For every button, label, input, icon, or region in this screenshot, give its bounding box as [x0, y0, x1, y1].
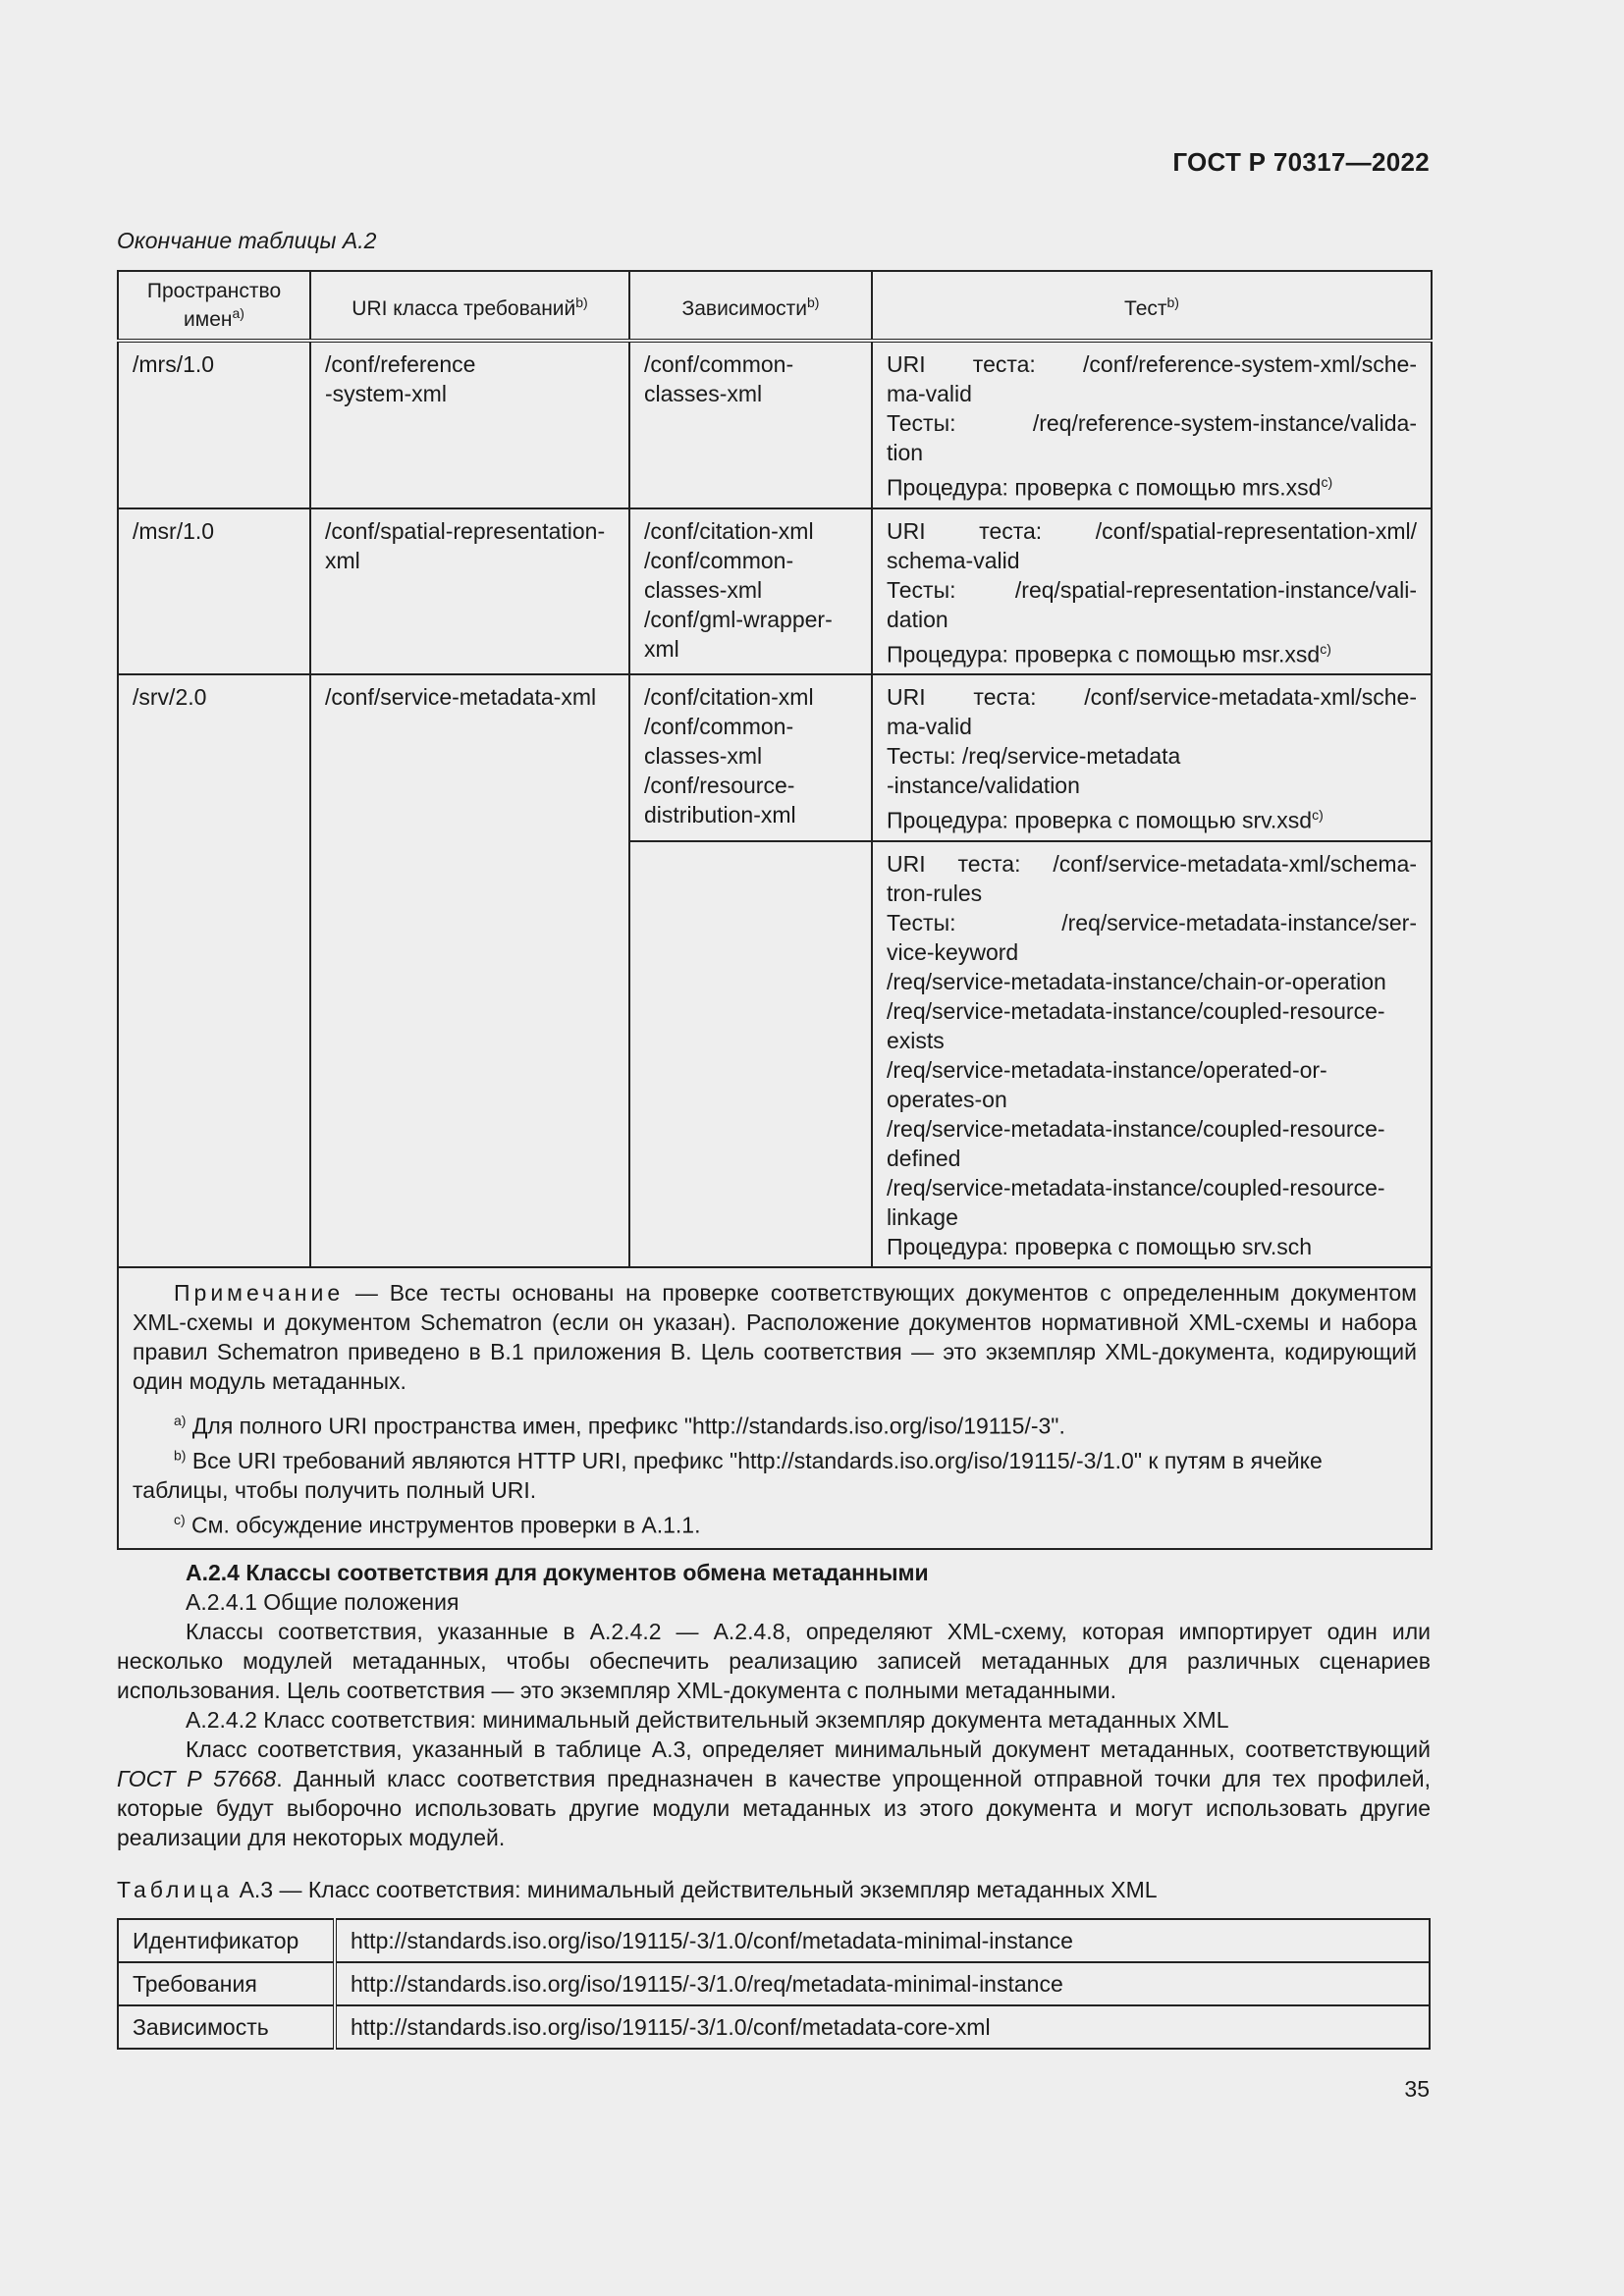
table-row — [118, 1962, 1430, 2005]
cell-test: URI теста: /conf/service-metadata-xml/sche- ma-valid Тесты: /req/service-metadata -instance/validation Процедура: проверка с помощью srv.xsd$^{c)}$ — [872, 674, 1432, 841]
header-namespace: Пространство имен$^{a)}$ — [118, 271, 310, 341]
table-note-row — [118, 1267, 1432, 1549]
table-row — [118, 2005, 1430, 2049]
cell-uri: /conf/spatial-representation- xml — [310, 508, 629, 675]
cell-dependencies: /conf/citation-xml /conf/common- classes-xml /conf/gml-wrapper- xml — [629, 508, 872, 675]
table-note — [118, 1267, 1432, 1549]
cell-dependencies-empty — [629, 841, 872, 1267]
table-row — [118, 508, 1432, 675]
cell-uri: /conf/service-metadata-xml — [310, 674, 629, 1267]
row-label: Требования — [118, 1962, 335, 2005]
table-row — [118, 341, 1432, 508]
page-header-standard: ГОСТ Р 70317—2022 — [1172, 147, 1430, 177]
footnote-b: $^{b)}$ Все URI требований являются HTTP URI, префикс "http://standards.iso.org/iso/19115/-3/1.0" к путям в ячейке таблицы, чтобы получить полный URI. — [133, 1447, 1323, 1504]
header-dependencies: Зависимости$^{b)}$ — [629, 271, 872, 341]
page-number: 35 — [1404, 2076, 1430, 2102]
footnote-a: $^{a)}$ Для полного URI пространства имен, префикс "http://standards.iso.org/iso/19115/-3". — [174, 1412, 1065, 1439]
header-test: Тест$^{b)}$ — [872, 271, 1432, 341]
row-value: http://standards.iso.org/iso/19115/-3/1.0/conf/metadata-minimal-instance — [335, 1919, 1430, 1962]
note-text: — Все тесты основаны на проверке соответствующих документов с определенным документом XML-схемы и документом Schematron (если он указан). Расположение документов нормативной XML-схемы и набора правил Schematron приведено в В.1 приложения В. Цель соответствия — это экземпляр XML-документа, кодирующий один модуль метаданных. — [133, 1279, 1417, 1394]
table-a2-caption: Окончание таблицы А.2 — [117, 228, 377, 253]
cell-namespace: /srv/2.0 — [118, 674, 310, 1267]
note-label: Примечание — [174, 1279, 345, 1306]
gost-reference: ГОСТ Р 57668 — [117, 1766, 277, 1791]
cell-namespace: /msr/1.0 — [118, 508, 310, 675]
footnote-c: $^{c)}$ См. обсуждение инструментов проверки в А.1.1. — [174, 1512, 701, 1538]
paragraph-1: Классы соответствия, указанные в А.2.4.2 — А.2.4.8, определяют XML-схему, которая импортирует один или несколько модулей метаданных, чтобы обеспечить реализацию записей метаданных для различных сценариев использования. Цель соответствия — это экземпляр XML-документа с полными метаданными. — [117, 1619, 1431, 1703]
row-value: http://standards.iso.org/iso/19115/-3/1.0/req/metadata-minimal-instance — [335, 1962, 1430, 2005]
cell-dependencies: /conf/common- classes-xml — [629, 341, 872, 508]
row-label: Зависимость — [118, 2005, 335, 2049]
table-row — [118, 1919, 1430, 1962]
row-label: Идентификатор — [118, 1919, 335, 1962]
subsection-a241: А.2.4.1 Общие положения — [186, 1589, 460, 1615]
cell-dependencies: /conf/citation-xml /conf/common- classes-xml /conf/resource- distribution-xml — [629, 674, 872, 841]
subsection-a242: А.2.4.2 Класс соответствия: минимальный действительный экземпляр документа метаданных XML — [186, 1707, 1229, 1733]
cell-uri: /conf/reference -system-xml — [310, 341, 629, 508]
header-uri: URI класса требований$^{b)}$ — [310, 271, 629, 341]
table-a3 — [117, 1918, 1431, 2050]
table-a3-caption: Таблица А.3 — Класс соответствия: минимальный действительный экземпляр метаданных XML — [117, 1877, 1158, 1902]
cell-test: URI теста: /conf/service-metadata-xml/schema- tron-rules Тесты: /req/service-metadata-instance/ser- vice-keyword /req/service-metadata-instance/chain-or-operation /req/service-metadata-instance/coupled-resource- exists /req/service-metadata-instance/operated-or- operates-on /req/service-metadata-instance/coupled-resource- defined /req/service-metadata-instance/coupled-resource- linkage Процедура: проверка с помощью srv.sch — [872, 841, 1432, 1267]
cell-test: URI теста: /conf/spatial-representation-xml/ schema-valid Тесты: /req/spatial-representation-instance/vali- dation Процедура: проверка с помощью msr.xsd$^{c)}$ — [872, 508, 1432, 675]
paragraph-2: Класс соответствия, указанный в таблице А.3, определяет минимальный документ метаданных, соответствующий ГОСТ Р 57668. Данный класс соответствия предназначен в качестве упрощенной отправной точки для тех профилей, которые будут выборочно использовать другие модули метаданных из этого документа и могут использовать другие реализации для некоторых модулей. — [117, 1736, 1431, 1850]
row-value: http://standards.iso.org/iso/19115/-3/1.0/conf/metadata-core-xml — [335, 2005, 1430, 2049]
section-a24 — [117, 1558, 1431, 1852]
cell-test: URI теста: /conf/reference-system-xml/sche- ma-valid Тесты: /req/reference-system-instance/valida- tion Процедура: проверка с помощью mrs.xsd$^{c)}$ — [872, 341, 1432, 508]
table-row — [118, 674, 1432, 841]
table-header-row — [118, 271, 1432, 341]
table-a2 — [117, 270, 1433, 1550]
cell-namespace: /mrs/1.0 — [118, 341, 310, 508]
section-heading: А.2.4 Классы соответствия для документов обмена метаданными — [186, 1560, 929, 1585]
